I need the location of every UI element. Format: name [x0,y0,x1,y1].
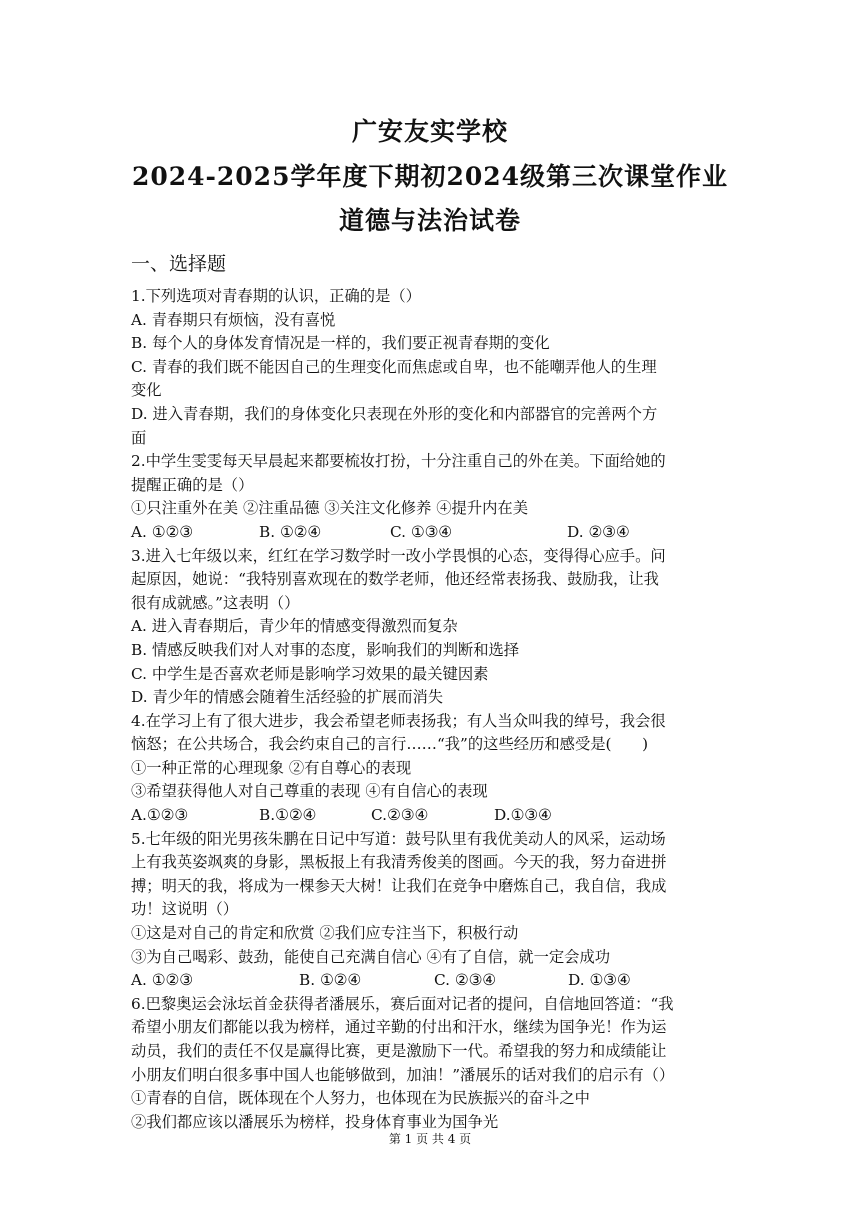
question-4-items-1: ①一种正常的心理现象 ②有自尊心的表现 [131,758,412,777]
question-3-option-d: D. 青少年的情感会随着生活经验的扩展而消失 [131,688,444,707]
question-1-option-c: C. 青春的我们既不能因自己的生理变化而焦虑或自卑，也不能嘲弄他人的生理 [131,357,657,376]
question-5-option-c: C. ②③④ [434,971,497,990]
question-2-option-c: C. ①③④ [390,522,453,541]
question-1-option-b: B. 每个人的身体发育情况是一样的，我们要正视青春期的变化 [131,334,550,353]
question-5-stem: 5.七年级的阳光男孩朱鹏在日记中写道：鼓号队里有我优美动人的风采，运动场 [131,829,666,848]
page-number: 第 1 页 共 4 页 [388,1132,472,1146]
question-1-stem: 1.下列选项对青春期的认识，正确的是（） [131,287,421,305]
question-4-options [131,804,741,828]
question-3-stem-cont-2: 很有成就感。”这表明（） [131,593,300,612]
question-5-items-1: ①这是对自己的肯定和欣赏 ②我们应专注当下，积极行动 [131,924,519,943]
question-4-option-d: D.①③④ [494,806,552,825]
question-5-stem-cont: 上有我英姿飒爽的身影，黑板报上有我清秀俊美的图画。今天的我，努力奋进拼 [131,853,667,872]
question-2-options [131,521,741,545]
question-4-option-b: B.①②④ [259,806,317,825]
question-3-stem-cont: 起原因，她说：“我特别喜欢现在的数学老师，他还经常表扬我、鼓励我，让我 [131,570,659,589]
exam-title: 2024-2025学年度下期初2024级第三次课堂作业 [131,162,729,191]
question-2-option-b: B. ①②④ [259,522,322,541]
question-2-stem-cont: 提醒正确的是（） [131,475,254,494]
question-1-option-c-cont: 变化 [131,381,162,400]
question-1-option-d-cont: 面 [131,428,147,447]
question-6-stem-cont-2: 动员，我们的责任不仅是赢得比赛，更是激励下一代。希望我的努力和成绩能让 [131,1042,667,1060]
question-2-items: ①只注重外在美 ②注重品德 ③关注文化修养 ④提升内在美 [131,499,529,518]
question-6-stem: 6.巴黎奥运会泳坛首金获得者潘展乐，赛后面对记者的提问，自信地回答道：“我 [131,994,674,1013]
question-1-option-d: D. 进入青春期，我们的身体变化只表现在外形的变化和内部器官的完善两个方 [131,404,658,423]
question-4-option-c: C.②③④ [371,806,429,825]
subject-title: 道德与法治试卷 [338,206,521,235]
question-6-items-1: ①青春的自信，既体现在个人努力，也体现在为民族振兴的奋斗之中 [131,1089,590,1108]
question-2-stem: 2.中学生雯雯每天早晨起来都要梳妆打扮，十分注重自己的外在美。下面给她的 [131,452,666,471]
question-1-option-a: A. 青春期只有烦恼，没有喜悦 [131,310,336,329]
question-2-option-a: A. ①②③ [131,522,193,541]
question-list [131,285,741,1134]
question-3-stem: 3.进入七年级以来，红红在学习数学时一改小学畏惧的心态，变得得心应手。问 [131,546,666,565]
question-6-stem-cont-3: 小朋友们明白很多事中国人也能够做到，加油！”潘展乐的话对我们的启示有（） [131,1065,675,1084]
question-4-items-2: ③希望获得他人对自己尊重的表现 ④有自信心的表现 [131,782,488,801]
school-name: 广安友实学校 [351,117,508,146]
question-6-items-2: ②我们都应该以潘展乐为榜样，投身体育事业为国争光 [131,1112,499,1131]
question-5-option-a: A. ①②③ [131,971,193,990]
question-4-stem-cont: 恼怒；在公共场合，我会约束自己的言行……“我”的这些经历和感受是( ) [131,735,649,754]
question-3-option-c: C. 中学生是否喜欢老师是影响学习效果的最关键因素 [131,664,489,683]
section-heading: 一、选择题 [131,253,227,275]
question-3-option-b: B. 情感反映我们对人对事的态度，影响我们的判断和选择 [131,640,520,659]
question-5-options [131,969,741,993]
question-5-option-b: B. ①②④ [299,971,362,990]
question-6-stem-cont: 希望小朋友们都能以我为榜样，通过辛勤的付出和汗水，继续为国争光！作为运 [131,1018,667,1037]
question-5-option-d: D. ①③④ [568,971,631,990]
question-5-items-2: ③为自己喝彩、鼓劲，能使自己充满自信心 ④有了自信，就一定会成功 [131,947,611,966]
question-3-option-a: A. 进入青春期后，青少年的情感变得激烈而复杂 [131,617,458,636]
question-5-stem-cont-2: 搏；明天的我，将成为一棵参天大树！让我们在竞争中磨炼自己，我自信，我成 [131,876,667,895]
question-5-stem-cont-3: 功！这说明（） [131,900,239,919]
question-4-option-a: A.①②③ [131,806,189,825]
question-4-stem: 4.在学习上有了很大进步，我会希望老师表扬我；有人当众叫我的绰号，我会很 [131,711,666,730]
question-2-option-d: D. ②③④ [567,522,630,541]
